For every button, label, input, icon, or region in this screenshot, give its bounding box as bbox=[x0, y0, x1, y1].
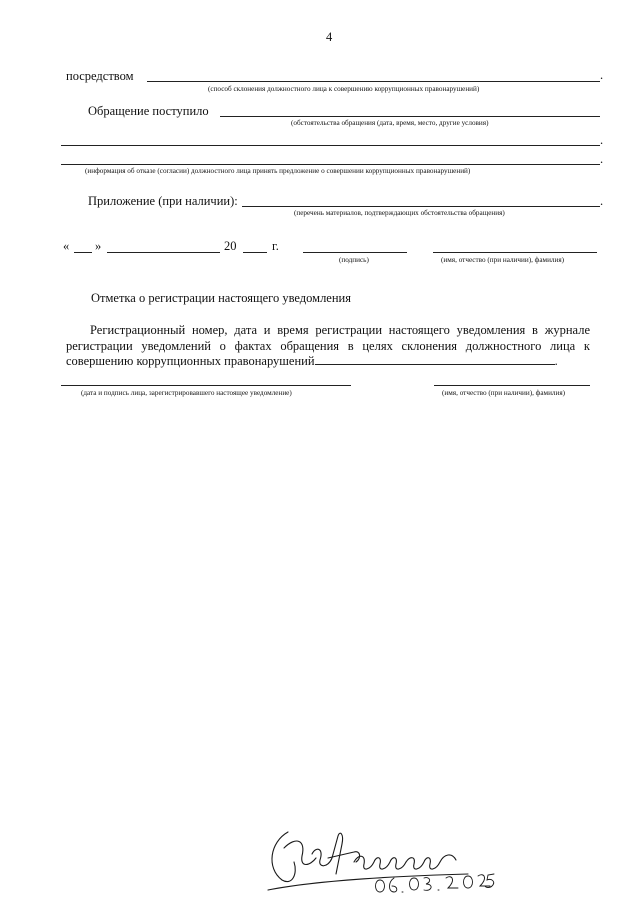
registrar-caption: (дата и подпись лица, зарегистрировавшего настоящее уведомление) bbox=[81, 389, 292, 397]
means-dot: . bbox=[600, 68, 604, 82]
attachment-dot: . bbox=[600, 194, 604, 208]
appeal-caption: (обстоятельства обращения (дата, время, место, другие условия) bbox=[291, 119, 489, 127]
registrar-line[interactable] bbox=[61, 385, 351, 386]
registrar-name-line[interactable] bbox=[434, 385, 590, 386]
registration-heading: Отметка о регистрации настоящего уведомления bbox=[91, 291, 351, 305]
year-line[interactable] bbox=[243, 252, 267, 253]
registrar-name-caption: (имя, отчество (при наличии), фамилия) bbox=[442, 389, 566, 397]
means-label: посредством bbox=[66, 69, 134, 83]
registration-line[interactable] bbox=[315, 355, 555, 365]
page-number: 4 bbox=[326, 30, 333, 44]
year-prefix: 20 bbox=[224, 239, 237, 253]
appeal-line[interactable] bbox=[220, 116, 600, 117]
signature-line[interactable] bbox=[303, 252, 407, 253]
day-line[interactable] bbox=[74, 252, 92, 253]
attachment-label: Приложение (при наличии): bbox=[88, 194, 238, 208]
refusal-line[interactable] bbox=[61, 164, 600, 165]
name-caption: (имя, отчество (при наличии), фамилия) bbox=[441, 256, 565, 264]
handwritten-signature bbox=[258, 818, 498, 902]
means-line[interactable] bbox=[147, 81, 600, 82]
appeal-label: Обращение поступило bbox=[88, 104, 209, 118]
year-suffix: г. bbox=[272, 239, 279, 253]
date-open-quote: « bbox=[63, 239, 70, 253]
attachment-line[interactable] bbox=[242, 206, 600, 207]
refusal-caption: (информация об отказе (согласии) должностного лица принять предложение о совершении коррупционных правонарушений) bbox=[85, 167, 471, 175]
refusal-dot: . bbox=[600, 152, 604, 166]
signature-caption: (подпись) bbox=[339, 256, 369, 264]
appeal-dot: . bbox=[600, 133, 604, 147]
attachment-caption: (перечень материалов, подтверждающих обстоятельства обращения) bbox=[294, 209, 505, 217]
registration-text: Регистрационный номер, дата и время регистрации настоящего уведомления в журнале регистрации уведомлений о фактах обращения в целях склонения должностного лица к совершению коррупционных правонарушений bbox=[66, 323, 590, 368]
means-caption: (способ склонения должностного лица к совершению коррупционных правонарушений) bbox=[208, 85, 480, 93]
name-line[interactable] bbox=[433, 252, 597, 253]
month-line[interactable] bbox=[107, 252, 220, 253]
appeal-line-2[interactable] bbox=[61, 145, 600, 146]
date-close-quote: » bbox=[95, 239, 102, 253]
registration-paragraph: Регистрационный номер, дата и время регистрации настоящего уведомления в журнале регистрации уведомлений о фактах обращения в целях склонения должностного лица к совершению коррупционных правонарушений . bbox=[66, 323, 590, 368]
